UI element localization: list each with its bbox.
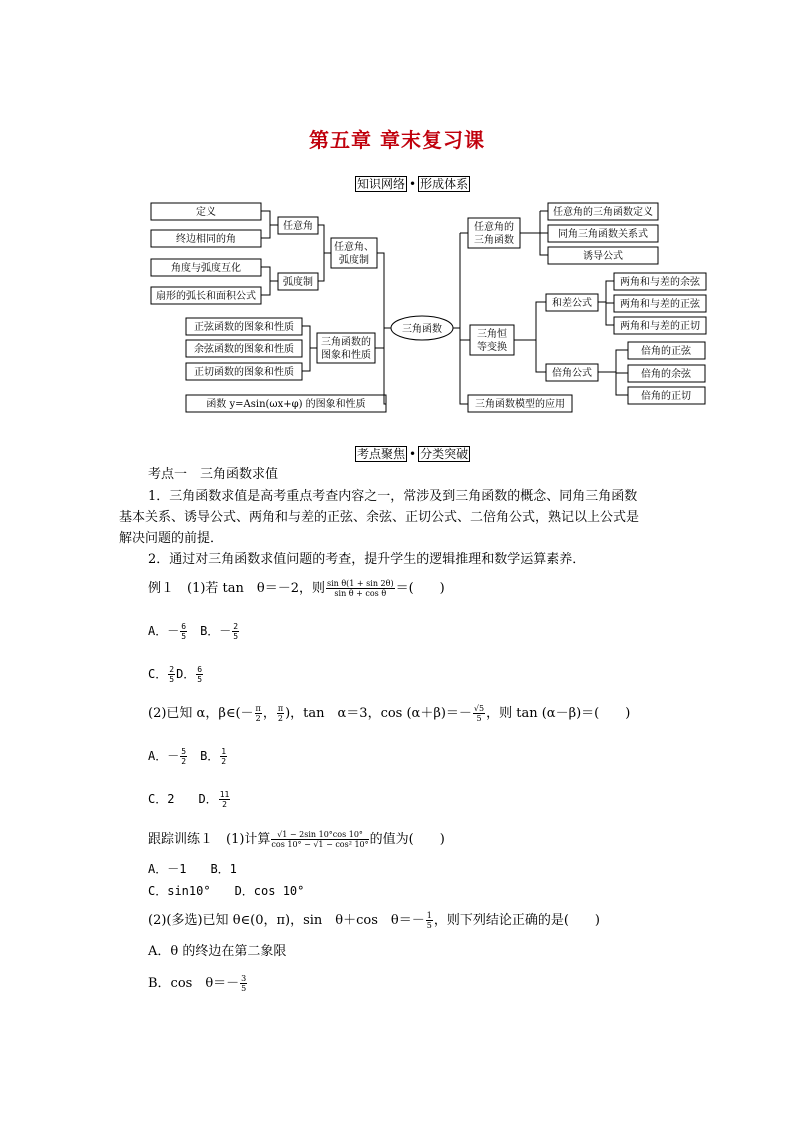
box-any-angle-trig-line2: 三角函数	[474, 235, 514, 246]
section-heading-network: 知识网络 • 形成体系	[357, 177, 469, 191]
section2-heading-left: 考点聚焦	[357, 447, 406, 461]
box-model-application-label: 三角函数模型的应用	[475, 399, 565, 410]
training1-part2-option-a: A．θ 的终边在第二象限	[148, 944, 287, 959]
box-sum-diff-label: 和差公式	[552, 298, 592, 309]
training1-part2: (2)(多选)已知 θ∈(0，π)，sin θ＋cos θ＝－ $\frac{1}{5}$ ，则下列结论正确的是( )	[148, 911, 600, 930]
box-radian-label: 弧度制	[283, 277, 313, 288]
box-trig-graph-group-line2: 图象和性质	[321, 350, 371, 361]
training1-options-ab: A．－1 B．1	[148, 862, 237, 876]
box-identity-transform-line1: 三角恒	[477, 329, 507, 340]
box-angle-radian-group-line2: 弧度制	[339, 255, 369, 266]
box-induction-label: 诱导公式	[583, 251, 623, 262]
example1-part2-options-cd: C．2 D． $\frac{11}{2}$	[148, 790, 230, 809]
box-sector-label: 扇形的弧长和面积公式	[156, 291, 256, 302]
training1-question: 跟踪训练１ (1)计算 $\frac{√1 - 2\sin 10^\circ\cos 10^\circ}{\text{cos 10° − √1 − cos² 10°}}$ 的值为( )	[148, 830, 445, 849]
box-tangent-graph-label: 正切函数的图象和性质	[194, 367, 294, 378]
box-sum-diff-sin-label: 两角和与差的正弦	[620, 299, 700, 310]
example1-question: 例１ (1)若 tan θ＝－2，则 $\frac{\text{sin θ(1 + sin 2θ)}}{\text{sin θ + cos θ}}$ ＝( )	[148, 579, 445, 598]
box-asin-function-label: 函数 y=Asin(ωx+φ) 的图象和性质	[206, 399, 366, 410]
knowledge-network-diagram	[0, 0, 794, 440]
para1-line1: 1．三角函数求值是高考重点考查内容之一，常涉及到三角函数的概念、同角三角函数	[148, 489, 638, 504]
page-title: 第五章 章末复习课	[309, 128, 485, 152]
training1-part2-option-b: B．cos θ＝－ $\frac{3}{5}$	[148, 974, 247, 993]
box-identity-transform-line2: 等变换	[477, 342, 507, 353]
box-coterminal-label: 终边相同的角	[176, 234, 236, 245]
box-definition-label: 定义	[196, 207, 216, 218]
para1-line2: 基本关系、诱导公式、两角和与差的正弦、余弦、正切公式、二倍角公式，熟记以上公式是	[119, 510, 640, 525]
box-angle-radian-label: 角度与弧度互化	[171, 263, 241, 274]
box-angle-radian-group-line1: 任意角、	[334, 242, 374, 253]
box-trig-graph-group-line1: 三角函数的	[321, 337, 371, 348]
example1-options-cd: C． $\frac{2}{5}$ D． $\frac{6}{5}$	[148, 665, 203, 684]
box-double-cos-label: 倍角的余弦	[641, 369, 691, 380]
section2-heading-right: 分类突破	[420, 447, 469, 461]
box-same-angle-label: 同角三角函数关系式	[558, 229, 648, 240]
example1-part2-options-ab: A．－ $\frac{5}{2}$ B． $\frac{1}{2}$	[148, 747, 227, 766]
box-sum-diff-cos-label: 两角和与差的余弦	[620, 277, 700, 288]
section-heading-left: 知识网络	[357, 177, 406, 191]
box-cosine-graph-label: 余弦函数的图象和性质	[194, 344, 294, 355]
section-heading-focus: 考点聚焦 • 分类突破	[357, 447, 469, 461]
example1-part2: (2)已知 α，β∈(－ $\frac{\pi}{2}$ ， $\frac{\pi}{2}$ )，tan α＝3，cos (α＋β)＝－ $\frac{√5}{5}$ ，则 tan (α－β)＝( )	[148, 704, 631, 723]
example1-options-ab: A．－ $\frac{6}{5}$ B．－ $\frac{2}{5}$	[148, 622, 239, 641]
example1-fraction: $\frac{\text{sin θ(1 + sin 2θ)}}{\text{sin θ + cos θ}}$	[327, 579, 394, 598]
box-trig-definition-label: 任意角的三角函数定义	[553, 207, 653, 218]
center-node-label: 三角函数	[402, 324, 442, 335]
box-double-tan-label: 倍角的正切	[641, 391, 691, 402]
box-sum-diff-tan-label: 两角和与差的正切	[620, 321, 700, 332]
point-heading: 考点一 三角函数求值	[148, 467, 279, 482]
box-sine-graph-label: 正弦函数的图象和性质	[194, 322, 294, 333]
training1-options-cd: C．sin10° D．cos 10°	[148, 884, 305, 898]
section-heading-right: 形成体系	[420, 177, 469, 191]
box-any-angle-trig-line1: 任意角的	[474, 222, 514, 233]
box-double-sin-label: 倍角的正弦	[641, 346, 691, 357]
para2: 2．通过对三角函数求值问题的考查，提升学生的逻辑推理和数学运算素养．	[148, 552, 586, 567]
para1-line3: 解决问题的前提．	[119, 531, 224, 546]
box-double-angle-label: 倍角公式	[552, 368, 592, 379]
box-arbitrary-angle-label: 任意角	[283, 221, 313, 232]
